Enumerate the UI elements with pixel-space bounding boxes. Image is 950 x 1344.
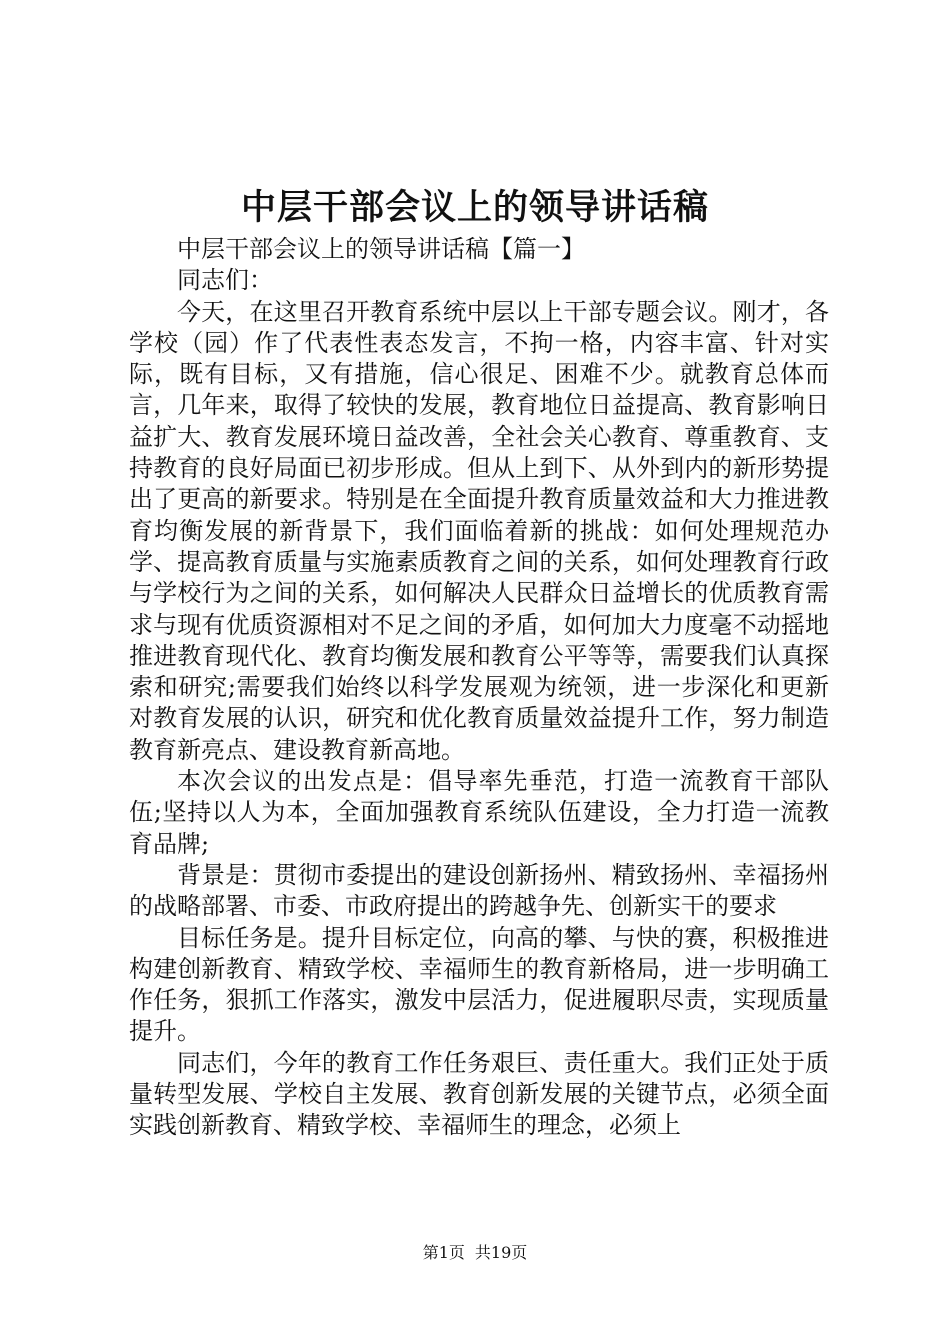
page-footer [0,1241,950,1265]
paragraph: 背景是：贯彻市委提出的建设创新扬州、精致扬州、幸福扬州的战略部署、市委、市政府提出的跨越争先、创新实干的要求 [129,860,829,921]
paragraph-heading: 中层干部会议上的领导讲话稿【篇一】 [177,235,585,263]
paragraph: 同志们，今年的教育工作任务艰巨、责任重大。我们正处于质量转型发展、学校自主发展、教育创新发展的关键节点，必须全面实践创新教育、精致学校、幸福师生的理念，必须上 [129,1048,829,1140]
paragraph: 本次会议的出发点是：倡导率先垂范，打造一流教育干部队伍;坚持以人为本，全面加强教育系统队伍建设，全力打造一流教育品牌; [129,767,829,858]
paragraph: 今天，在这里召开教育系统中层以上干部专题会议。刚才，各学校（园）作了代表性表态发言，不拘一格，内容丰富、针对实际，既有目标，又有措施，信心很足、困难不少。就教育总体而言，几年来，取得了较快的发展，教育地位日益提高、教育影响日益扩大、教育发展环境日益改善，全社会关心教育、尊重教育、支持教育的良好局面已初步形成。但从上到下、从外到内的新形势提出了更高的新要求。特别是在全面提升教育质量效益和大力推进教育均衡发展的新背景下，我们面临着新的挑战：如何处理规范办学、提高教育质量与实施素质教育之间的关系，如何处理教育行政与学校行为之间的关系，如何解决人民群众日益增长的优质教育需求与现有优质资源相对不足之间的矛盾，如何加大力度毫不动摇地推进教育现代化、教育均衡发展和教育公平等等，需要我们认真探索和研究;需要我们始终以科学发展观为统领，进一步深化和更新对教育发展的认识，研究和优化教育质量效益提升工作，努力制造教育新亮点、建设教育新高地。 [129,297,829,764]
paragraph: 目标任务是。提升目标定位，向高的攀、与快的赛，积极推进构建创新教育、精致学校、幸福师生的教育新格局，进一步明确工作任务，狠抓工作落实，激发中层活力，促进履职尽责，实现质量提升。 [129,923,829,1046]
paragraph-salutation: 同志们： [177,266,273,295]
document-title: 中层干部会议上的领导讲话稿 [240,187,709,228]
page-total: 共19页 [474,1243,528,1262]
page-number: 第1页 [422,1243,465,1262]
document-body [129,234,829,1142]
